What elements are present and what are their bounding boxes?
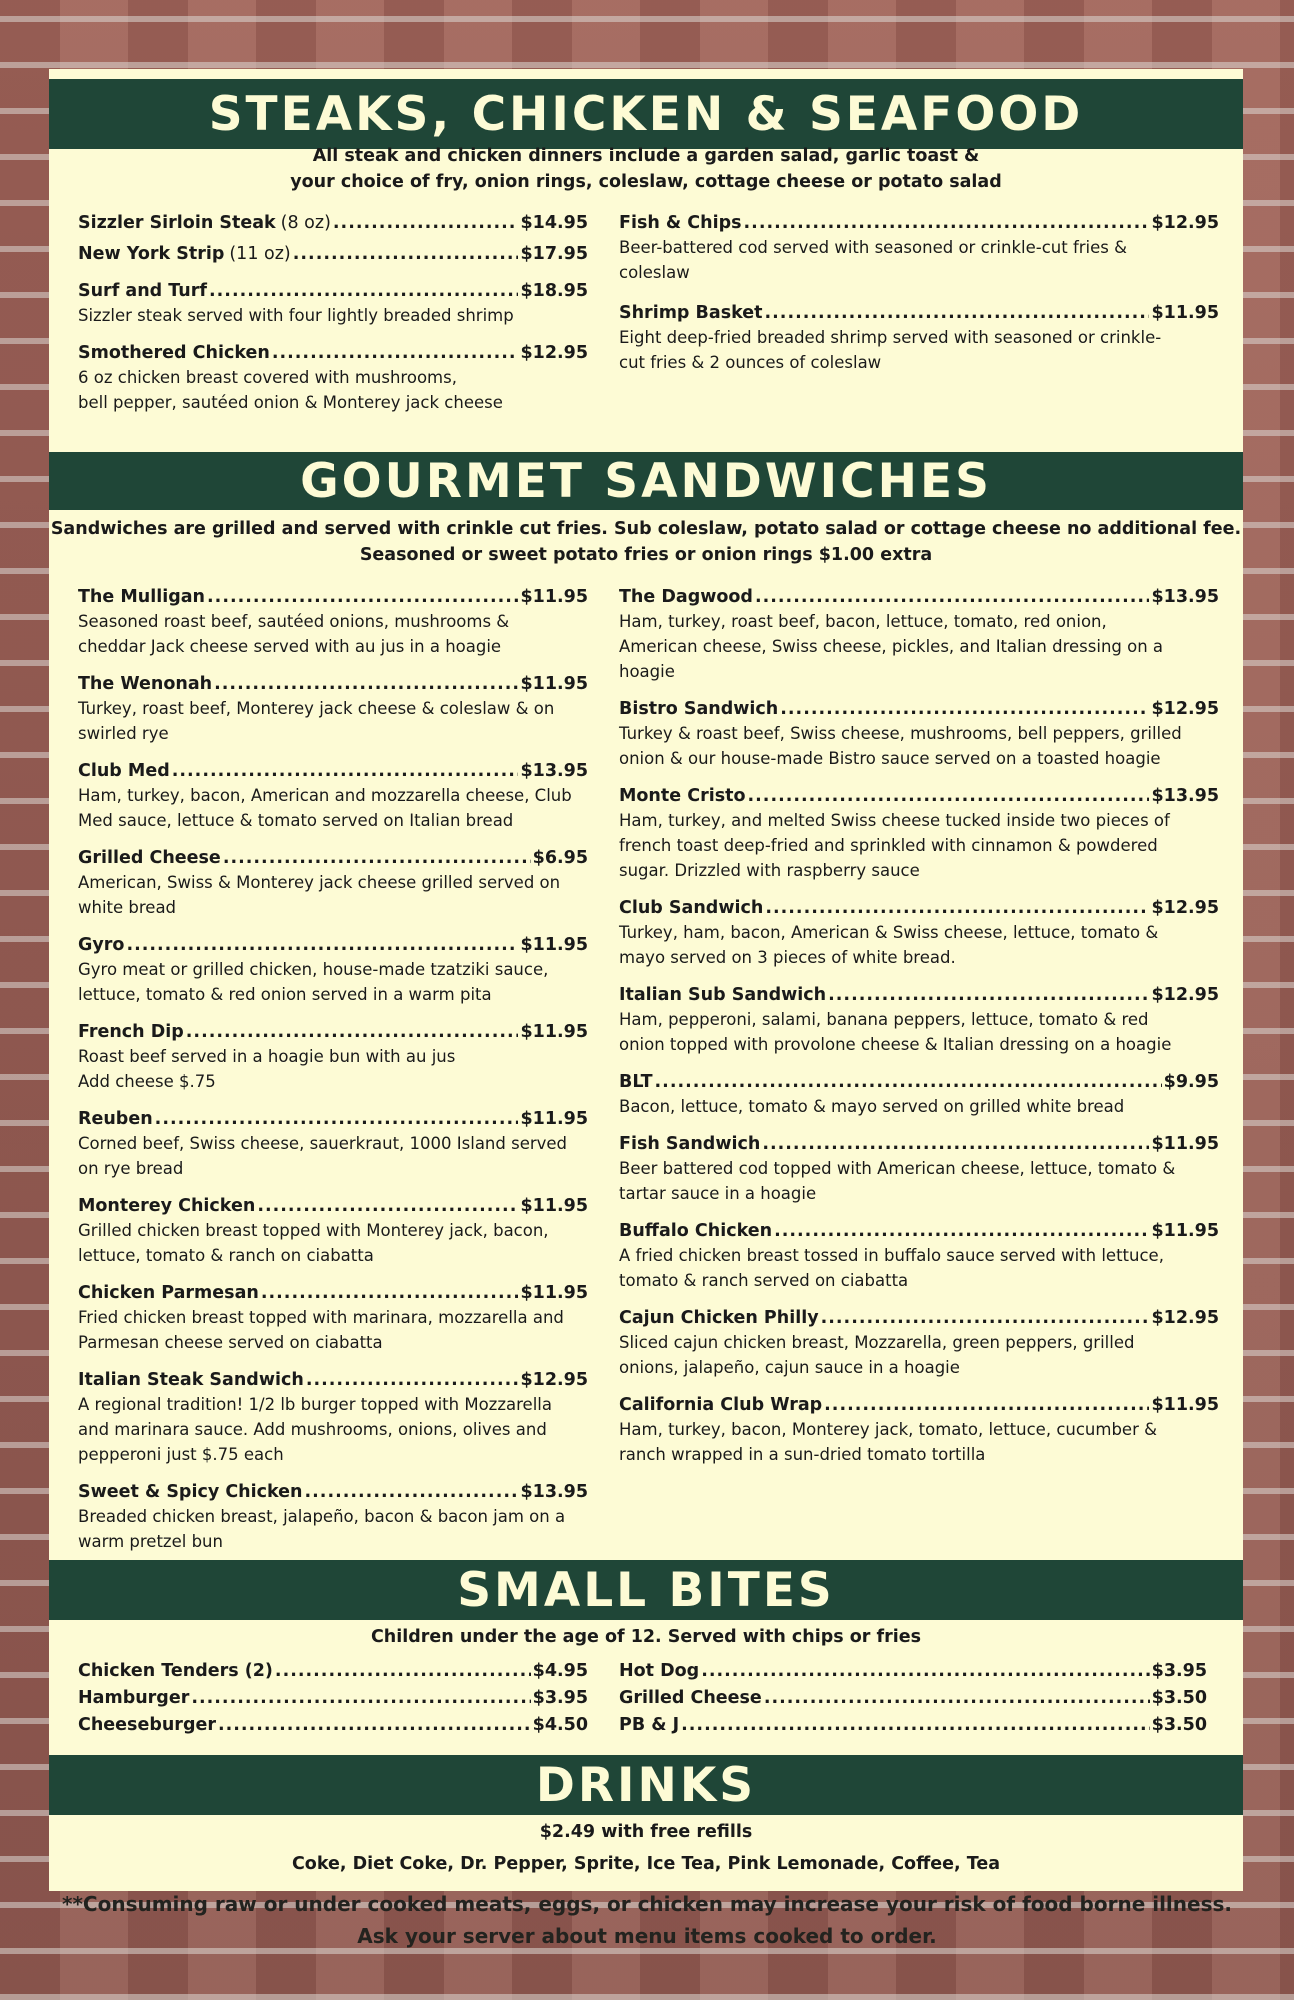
menu-item-row (619, 1393, 1219, 1417)
dot-leader (306, 1368, 519, 1392)
menu-item-row (78, 1020, 588, 1044)
drinks-price: $2.49 with free refills (539, 1822, 753, 1842)
menu-item-name: The Wenonah (78, 674, 213, 694)
menu-item-price: $12.95 (1151, 1308, 1219, 1328)
menu-item-price: $12.95 (520, 1370, 588, 1390)
dot-leader (218, 1713, 531, 1737)
menu-item-name: Gyro (78, 935, 125, 955)
dot-leader (272, 341, 519, 365)
menu-item-price: $13.95 (520, 1482, 588, 1502)
food-safety-notice (0, 1888, 1294, 1952)
menu-item-description: Parmesan cheese served on ciabatta (78, 1333, 383, 1352)
small-bites-left-column (78, 1659, 588, 1737)
menu-item-name: Italian Steak Sandwich (78, 1370, 304, 1390)
menu-item-row (619, 1219, 1219, 1243)
menu-item-row (619, 1132, 1219, 1156)
menu-item-size: (8 oz) (280, 213, 331, 233)
menu-item (78, 672, 588, 746)
menu-item (78, 1368, 588, 1467)
menu-item (78, 1480, 588, 1554)
menu-item-row (78, 1194, 588, 1218)
menu-item-description: Beer-battered cod served with seasoned or crinkle-cut fries & (619, 238, 1127, 257)
section-title: SMALL BITES (457, 1563, 835, 1618)
menu-item-description: hoagie (619, 662, 675, 681)
intro-line: Sandwiches are grilled and served with crinkle cut fries. Sub coleslaw, potato salad or cottage cheese no additional fee. (50, 519, 1242, 539)
menu-item-price: $11.95 (520, 1022, 588, 1042)
dot-leader (821, 1306, 1150, 1330)
menu-item-price: $11.95 (520, 1109, 588, 1129)
menu-item (78, 1659, 588, 1683)
dot-leader (305, 1480, 519, 1504)
menu-item (78, 585, 588, 659)
menu-item-name: Grilled Cheese (619, 1688, 762, 1708)
menu-item-description: mayo served on 3 pieces of white bread. (619, 948, 956, 967)
menu-item-description: Corned beef, Swiss cheese, sauerkraut, 1000 Island served (78, 1134, 568, 1153)
menu-item-row (78, 1659, 588, 1683)
menu-item-price: $6.95 (532, 848, 588, 868)
menu-item (78, 341, 588, 415)
steaks-left-column (78, 211, 588, 415)
dot-leader (207, 585, 518, 609)
dot-leader (172, 759, 519, 783)
menu-item-row (619, 896, 1219, 920)
menu-item (619, 1306, 1219, 1380)
dot-leader (126, 933, 518, 957)
menu-item-description: American, Swiss & Monterey jack cheese grilled served on (78, 873, 561, 892)
menu-item-row (78, 1281, 588, 1305)
menu-item-name: PB & J (619, 1715, 680, 1735)
menu-item-description: Seasoned roast beef, sautéed onions, mushrooms & (78, 612, 510, 631)
menu-item-name: Grilled Cheese (78, 848, 221, 868)
menu-item-name: Chicken Parmesan (78, 1283, 259, 1303)
menu-item-name: Fish Sandwich (619, 1134, 761, 1154)
menu-item-description: lettuce, tomato & ranch on ciabatta (78, 1246, 374, 1265)
menu-item (78, 1713, 588, 1737)
menu-item (78, 1020, 588, 1094)
menu-item-description: Turkey, roast beef, Monterey jack cheese & coleslaw & on (78, 699, 555, 718)
menu-item-description: sugar. Drizzled with raspberry sauce (619, 861, 920, 880)
menu-item-name: Club Med (78, 761, 170, 781)
menu-item (619, 1686, 1207, 1710)
menu-item-name: French Dip (78, 1022, 184, 1042)
notice-line: Ask your server about menu items cooked to order. (357, 1924, 937, 1948)
menu-item (78, 759, 588, 833)
dot-leader (755, 585, 1150, 609)
menu-item-name: Shrimp Basket (619, 303, 763, 323)
section-title: DRINKS (535, 1758, 757, 1813)
menu-item-price: $11.95 (520, 674, 588, 694)
menu-item-price: $11.95 (1151, 1395, 1219, 1415)
menu-item-price: $3.95 (532, 1688, 588, 1708)
section-intro (49, 516, 1243, 568)
menu-item-description: 6 oz chicken breast covered with mushrooms, (78, 368, 457, 387)
dot-leader (275, 1659, 531, 1683)
menu-item-description: and marinara sauce. Add mushrooms, onions, olives and (78, 1420, 547, 1439)
menu-item-row (78, 1713, 588, 1737)
menu-item-description: warm pretzel bun (78, 1532, 223, 1551)
menu-item-name: Italian Sub Sandwich (619, 985, 827, 1005)
menu-item-row (78, 1368, 588, 1392)
menu-item (78, 242, 588, 266)
menu-item-name: New York Strip (78, 244, 225, 264)
menu-item-price: $11.95 (1151, 1134, 1219, 1154)
menu-item-description: Add cheese $.75 (78, 1072, 216, 1091)
dot-leader (765, 301, 1150, 325)
dot-leader (774, 1219, 1149, 1243)
menu-item-row (619, 301, 1219, 325)
dot-leader (765, 896, 1149, 920)
dot-leader (214, 672, 518, 696)
steaks-right-column (619, 211, 1219, 375)
menu-item (619, 301, 1219, 375)
menu-item-price: $12.95 (1151, 213, 1219, 233)
intro-line: your choice of fry, onion rings, coleslaw, cottage cheese or potato salad (290, 172, 1002, 192)
menu-item-name: Hamburger (78, 1688, 190, 1708)
menu-item-name: The Mulligan (78, 587, 206, 607)
menu-item-description: swirled rye (78, 724, 169, 743)
menu-item-name: Buffalo Chicken (619, 1221, 773, 1241)
menu-item-description: Med sauce, lettuce & tomato served on Italian bread (78, 811, 514, 830)
menu-item (619, 211, 1219, 285)
dot-leader (744, 211, 1150, 235)
menu-item-description: Bacon, lettuce, tomato & mayo served on grilled white bread (619, 1097, 1125, 1116)
menu-item-description: tomato & ranch served on ciabatta (619, 1271, 909, 1290)
menu-panel (49, 69, 1243, 1891)
menu-item-description: Ham, pepperoni, salami, banana peppers, lettuce, tomato & red (619, 1010, 1149, 1029)
menu-item-row (78, 759, 588, 783)
menu-item-name: Sweet & Spicy Chicken (78, 1482, 303, 1502)
menu-item-description: Gyro meat or grilled chicken, house-made tzatziki sauce, (78, 960, 549, 979)
menu-item (619, 896, 1219, 970)
menu-item-name: Bistro Sandwich (619, 699, 779, 719)
menu-item-description: onions, jalapeño, cajun sauce in a hoagie (619, 1358, 960, 1377)
dot-leader (828, 983, 1149, 1007)
menu-item-row (78, 1686, 588, 1710)
menu-item (619, 697, 1219, 771)
menu-item (619, 1132, 1219, 1206)
menu-item-row (78, 1480, 588, 1504)
menu-item-description: American cheese, Swiss cheese, pickles, and Italian dressing on a (619, 637, 1164, 656)
menu-item-price: $12.95 (1151, 699, 1219, 719)
menu-item-name: Monte Cristo (619, 786, 746, 806)
menu-item-description: onion topped with provolone cheese & Italian dressing on a hoagie (619, 1035, 1172, 1054)
menu-item-row (78, 211, 588, 235)
notice-line: **Consuming raw or under cooked meats, eggs, or chicken may increase your risk of food borne illness. (62, 1892, 1232, 1916)
menu-item-row (619, 983, 1219, 1007)
menu-item-name: Reuben (78, 1109, 153, 1129)
section-title: GOURMET SANDWICHES (300, 454, 992, 509)
dot-leader (764, 1686, 1150, 1710)
menu-item-description: Roast beef served in a hoagie bun with au jus (78, 1047, 456, 1066)
dot-leader (333, 211, 519, 235)
menu-item-price: $11.95 (520, 1283, 588, 1303)
menu-item-price: $11.95 (520, 1196, 588, 1216)
menu-item (78, 1686, 588, 1710)
menu-item-price: $9.95 (1163, 1072, 1219, 1092)
menu-item-description: Grilled chicken breast topped with Monterey jack, bacon, (78, 1221, 549, 1240)
menu-item (78, 1281, 588, 1355)
menu-item-price: $13.95 (520, 761, 588, 781)
menu-item-row (78, 279, 588, 303)
dot-leader (191, 1686, 530, 1710)
drinks-info (49, 1819, 1243, 1877)
menu-item-description: bell pepper, sautéed onion & Monterey jack cheese (78, 393, 503, 412)
menu-item-row (619, 211, 1219, 235)
dot-leader (223, 846, 531, 870)
menu-item-description: cheddar Jack cheese served with au jus in a hoagie (78, 637, 502, 656)
menu-item-price: $3.50 (1151, 1688, 1207, 1708)
menu-item-row (619, 1659, 1207, 1683)
menu-item-description: lettuce, tomato & red onion served in a warm pita (78, 985, 492, 1004)
menu-item (619, 1070, 1219, 1119)
menu-item-row (78, 242, 588, 266)
section-intro (49, 1624, 1243, 1650)
menu-item-description: french toast deep-fried and sprinkled with cinnamon & powdered (619, 836, 1158, 855)
menu-item-description: A fried chicken breast tossed in buffalo sauce served with lettuce, (619, 1246, 1164, 1265)
menu-item-description: white bread (78, 898, 177, 917)
intro-line: Seasoned or sweet potato fries or onion rings $1.00 extra (359, 545, 933, 565)
menu-item (78, 1194, 588, 1268)
section-banner-small-bites (49, 1560, 1243, 1620)
menu-item-description: Breaded chicken breast, jalapeño, bacon & bacon jam on a (78, 1507, 566, 1526)
section-banner-drinks (49, 1755, 1243, 1815)
menu-item-name: Surf and Turf (78, 281, 208, 301)
menu-item (78, 279, 588, 328)
menu-item-price: $12.95 (1151, 898, 1219, 918)
menu-item-description: tartar sauce in a hoagie (619, 1184, 817, 1203)
intro-line: Children under the age of 12. Served with chips or fries (370, 1627, 922, 1647)
section-banner-steaks (49, 79, 1243, 149)
menu-item-price: $11.95 (520, 587, 588, 607)
menu-item-name: Chicken Tenders (2) (78, 1661, 273, 1681)
menu-item-description: coleslaw (619, 263, 690, 282)
menu-item-price: $3.50 (1151, 1715, 1207, 1735)
menu-item (619, 1393, 1219, 1467)
menu-item-row (619, 585, 1219, 609)
menu-item-price: $18.95 (520, 281, 588, 301)
menu-item-size: (11 oz) (229, 244, 291, 264)
dot-leader (655, 1070, 1162, 1094)
menu-item-name: Fish & Chips (619, 213, 742, 233)
menu-item-price: $14.95 (520, 213, 588, 233)
menu-item-description: Eight deep-fried breaded shrimp served with seasoned or crinkle- (619, 328, 1162, 347)
menu-item-description: Ham, turkey, bacon, American and mozzarella cheese, Club (78, 786, 572, 805)
menu-item-description: Beer battered cod topped with American cheese, lettuce, tomato & (619, 1159, 1176, 1178)
dot-leader (257, 1194, 518, 1218)
dot-leader (186, 1020, 519, 1044)
section-banner-sandwiches (49, 452, 1243, 510)
menu-item-price: $11.95 (1151, 1221, 1219, 1241)
menu-item-row (78, 672, 588, 696)
menu-item-row (619, 1686, 1207, 1710)
section-intro (49, 143, 1243, 195)
dot-leader (701, 1659, 1149, 1683)
menu-item-row (619, 697, 1219, 721)
sandwiches-right-column (619, 585, 1219, 1467)
menu-item-price: $4.95 (532, 1661, 588, 1681)
intro-line: All steak and chicken dinners include a garden salad, garlic toast & (312, 146, 980, 166)
menu-item-name: Smothered Chicken (78, 343, 270, 363)
dot-leader (780, 697, 1149, 721)
menu-item-price: $4.50 (532, 1715, 588, 1735)
dot-leader (261, 1281, 519, 1305)
menu-item-row (78, 933, 588, 957)
menu-item-name: Hot Dog (619, 1661, 700, 1681)
menu-item-price: $13.95 (1151, 587, 1219, 607)
menu-item (78, 933, 588, 1007)
dot-leader (748, 784, 1150, 808)
menu-item-name: California Club Wrap (619, 1395, 823, 1415)
menu-item-row (619, 1713, 1207, 1737)
menu-item-name: Sizzler Sirloin Steak (78, 213, 276, 233)
menu-item-description: A regional tradition! 1/2 lb burger topped with Mozzarella (78, 1395, 552, 1414)
menu-item-name: Club Sandwich (619, 898, 764, 918)
menu-item-row (78, 1107, 588, 1131)
menu-item-description: on rye bread (78, 1159, 184, 1178)
sandwiches-left-column (78, 585, 588, 1554)
menu-item (78, 846, 588, 920)
dot-leader (155, 1107, 519, 1131)
menu-item (619, 585, 1219, 684)
menu-item-description: Sizzler steak served with four lightly breaded shrimp (78, 306, 514, 325)
dot-leader (681, 1713, 1150, 1737)
menu-item-row (619, 1070, 1219, 1094)
menu-item-name: The Dagwood (619, 587, 753, 607)
menu-item (619, 1659, 1207, 1683)
menu-item (619, 983, 1219, 1057)
small-bites-right-column (619, 1659, 1207, 1737)
menu-item-row (619, 1306, 1219, 1330)
menu-item-price: $12.95 (520, 343, 588, 363)
menu-item-name: Monterey Chicken (78, 1196, 256, 1216)
section-title: STEAKS, CHICKEN & SEAFOOD (208, 87, 1084, 142)
menu-item-name: Cajun Chicken Philly (619, 1308, 819, 1328)
menu-item-row (78, 585, 588, 609)
menu-item-description: Sliced cajun chicken breast, Mozzarella, green peppers, grilled (619, 1333, 1135, 1352)
menu-item (619, 1219, 1219, 1293)
menu-item-row (78, 341, 588, 365)
menu-item-price: $11.95 (1151, 303, 1219, 323)
menu-item-description: Ham, turkey, and melted Swiss cheese tucked inside two pieces of (619, 811, 1170, 830)
menu-item-price: $13.95 (1151, 786, 1219, 806)
menu-item-description: ranch wrapped in a sun-dried tomato tortilla (619, 1445, 986, 1464)
dot-leader (293, 242, 519, 266)
menu-item-description: pepperoni just $.75 each (78, 1445, 284, 1464)
dot-leader (209, 279, 518, 303)
menu-item-name: Cheeseburger (78, 1715, 216, 1735)
menu-item-price: $12.95 (1151, 985, 1219, 1005)
menu-item-price: $17.95 (520, 244, 588, 264)
menu-item-row (619, 784, 1219, 808)
menu-item-description: cut fries & 2 ounces of coleslaw (619, 353, 882, 372)
menu-item-name: BLT (619, 1072, 653, 1092)
menu-item-description: Fried chicken breast topped with marinara, mozzarella and (78, 1308, 564, 1327)
menu-item (78, 1107, 588, 1181)
menu-item-description: Ham, turkey, bacon, Monterey jack, tomato, lettuce, cucumber & (619, 1420, 1157, 1439)
menu-item (619, 784, 1219, 883)
menu-item-description: Ham, turkey, roast beef, bacon, lettuce, tomato, red onion, (619, 612, 1107, 631)
dot-leader (762, 1132, 1149, 1156)
menu-item-row (78, 846, 588, 870)
menu-item-description: Turkey & roast beef, Swiss cheese, mushrooms, bell peppers, grilled (619, 724, 1182, 743)
menu-item-description: onion & our house-made Bistro sauce served on a toasted hoagie (619, 749, 1161, 768)
menu-item (619, 1713, 1207, 1737)
dot-leader (824, 1393, 1149, 1417)
menu-item-description: Turkey, ham, bacon, American & Swiss cheese, lettuce, tomato & (619, 923, 1159, 942)
menu-item-price: $3.95 (1151, 1661, 1207, 1681)
menu-item-price: $11.95 (520, 935, 588, 955)
menu-item (78, 211, 588, 235)
drinks-list: Coke, Diet Coke, Dr. Pepper, Sprite, Ice Tea, Pink Lemonade, Coffee, Tea (291, 1854, 1001, 1874)
